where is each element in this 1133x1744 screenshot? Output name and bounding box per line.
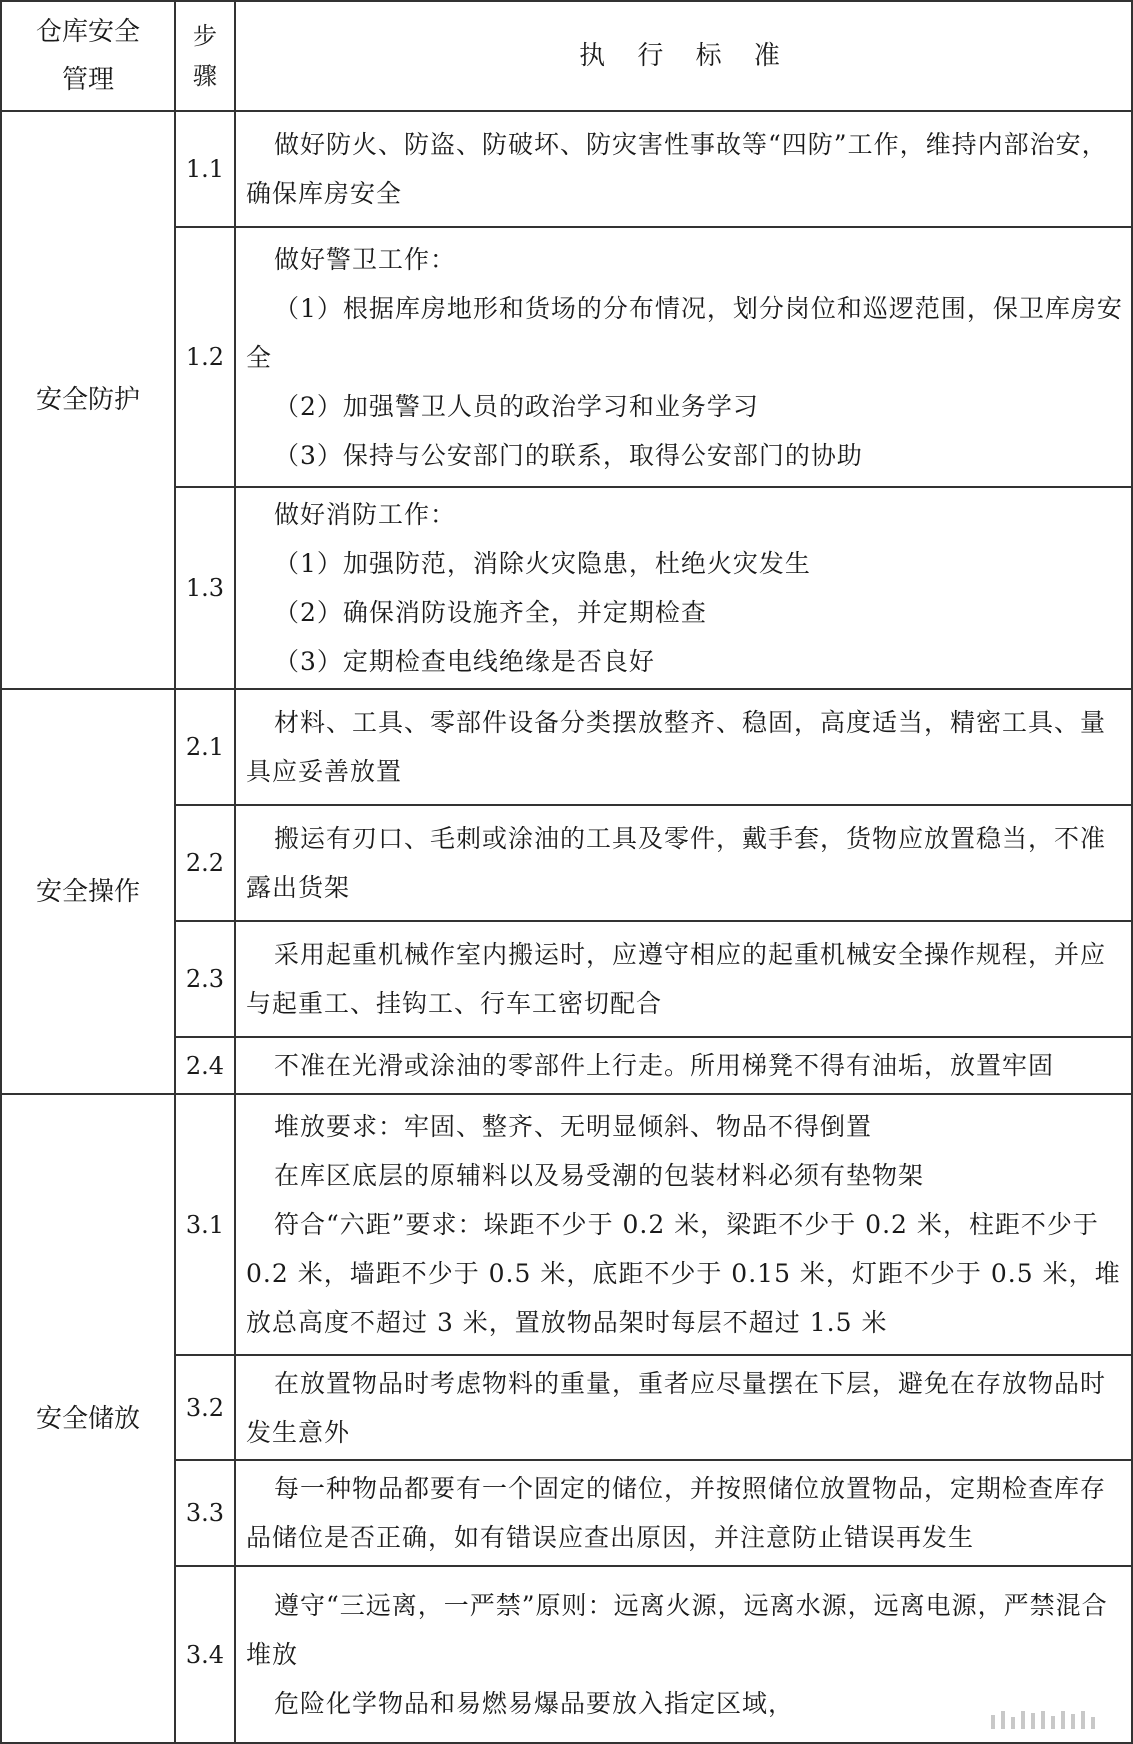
step-number: 3.2 [175, 1355, 235, 1460]
step-number: 1.2 [175, 227, 235, 487]
category-cell: 安全防护 [1, 111, 175, 689]
standard-line: 每一种物品都要有一个固定的储位，并按照储位放置物品，定期检查库存品储位是否正确，如有错误应查出原因，并注意防止错误再发生 [246, 1474, 1107, 1552]
standard-line: 搬运有刃口、毛刺或涂油的工具及零件，戴手套，货物应放置稳当，不准露出货架 [246, 824, 1107, 902]
header-step: 步骤 [175, 1, 235, 111]
standard-line: （3）保持与公安部门的联系，取得公安部门的协助 [274, 440, 863, 470]
standard-line: 遵守“三远离，一严禁”原则：远离火源，远离水源，远离电源，严禁混合堆放 [246, 1591, 1108, 1669]
standard-line: 符合“六距”要求：垛距不少于 0.2 米，梁距不少于 0.2 米，柱距不少于 0.2 米，墙距不少于 0.5 米，底距不少于 0.15 米，灯距不少于 0.5 米，堆放总高度不超过 3 米，置放物品架时每层不超过 1.5 米 [246, 1210, 1121, 1337]
standard-cell [235, 487, 1132, 689]
watermark-icon [983, 1706, 1113, 1732]
standard-cell [235, 1460, 1132, 1566]
standard-cell [235, 1094, 1132, 1355]
step-number: 2.4 [175, 1037, 235, 1094]
standard-line: 在放置物品时考虑物料的重量，重者应尽量摆在下层，避免在存放物品时发生意外 [246, 1368, 1107, 1447]
header-standard: 执 行 标 准 [235, 1, 1132, 111]
standard-cell [235, 805, 1132, 921]
standard-line: （1）加强防范，消除火灾隐患，杜绝火灾发生 [274, 549, 811, 578]
step-number: 3.3 [175, 1460, 235, 1566]
step-number: 3.1 [175, 1094, 235, 1355]
category-cell: 安全储放 [1, 1094, 175, 1743]
category-cell: 安全操作 [1, 689, 175, 1094]
step-number: 3.4 [175, 1566, 235, 1743]
step-number: 1.1 [175, 111, 235, 227]
standard-line: 危险化学物品和易燃易爆品要放入指定区域， [274, 1689, 795, 1718]
step-number: 2.1 [175, 689, 235, 805]
step-number: 2.2 [175, 805, 235, 921]
standard-line: 做好警卫工作： [274, 244, 457, 274]
step-number: 2.3 [175, 921, 235, 1037]
standard-cell [235, 1355, 1132, 1460]
step-number: 1.3 [175, 487, 235, 689]
standard-line: 材料、工具、零部件设备分类摆放整齐、稳固，高度适当，精密工具、量具应妥善放置 [246, 708, 1107, 786]
header-category: 仓库安全管理 [1, 1, 175, 111]
standard-line: 在库区底层的原辅料以及易受潮的包装材料必须有垫物架 [274, 1161, 925, 1190]
standard-line: 做好消防工作： [274, 500, 457, 529]
header-row [1, 1, 1132, 111]
standard-line: 做好防火、防盗、防破坏、防灾害性事故等“四防”工作，维持内部治安，确保库房安全 [246, 130, 1108, 208]
table-row [1, 689, 1132, 805]
table-row [1, 1094, 1132, 1355]
standard-cell [235, 689, 1132, 805]
standard-line: （3）定期检查电线绝缘是否良好 [274, 647, 655, 676]
table-row [1, 111, 1132, 227]
standard-line: 不准在光滑或涂油的零部件上行走。所用梯凳不得有油垢，放置牢固 [274, 1051, 1055, 1080]
standard-line: 堆放要求：牢固、整齐、无明显倾斜、物品不得倒置 [274, 1112, 873, 1141]
standard-cell [235, 921, 1132, 1037]
standard-line: （1）根据库房地形和货场的分布情况，划分岗位和巡逻范围，保卫库房安全 [246, 293, 1123, 372]
standard-line: 采用起重机械作室内搬运时，应遵守相应的起重机械安全操作规程，并应与起重工、挂钩工、行车工密切配合 [246, 940, 1107, 1018]
standard-cell [235, 227, 1132, 487]
standard-line: （2）加强警卫人员的政治学习和业务学习 [274, 391, 759, 421]
standard-cell [235, 1037, 1132, 1094]
standard-cell [235, 111, 1132, 227]
standard-line: （2）确保消防设施齐全，并定期检查 [274, 598, 707, 627]
